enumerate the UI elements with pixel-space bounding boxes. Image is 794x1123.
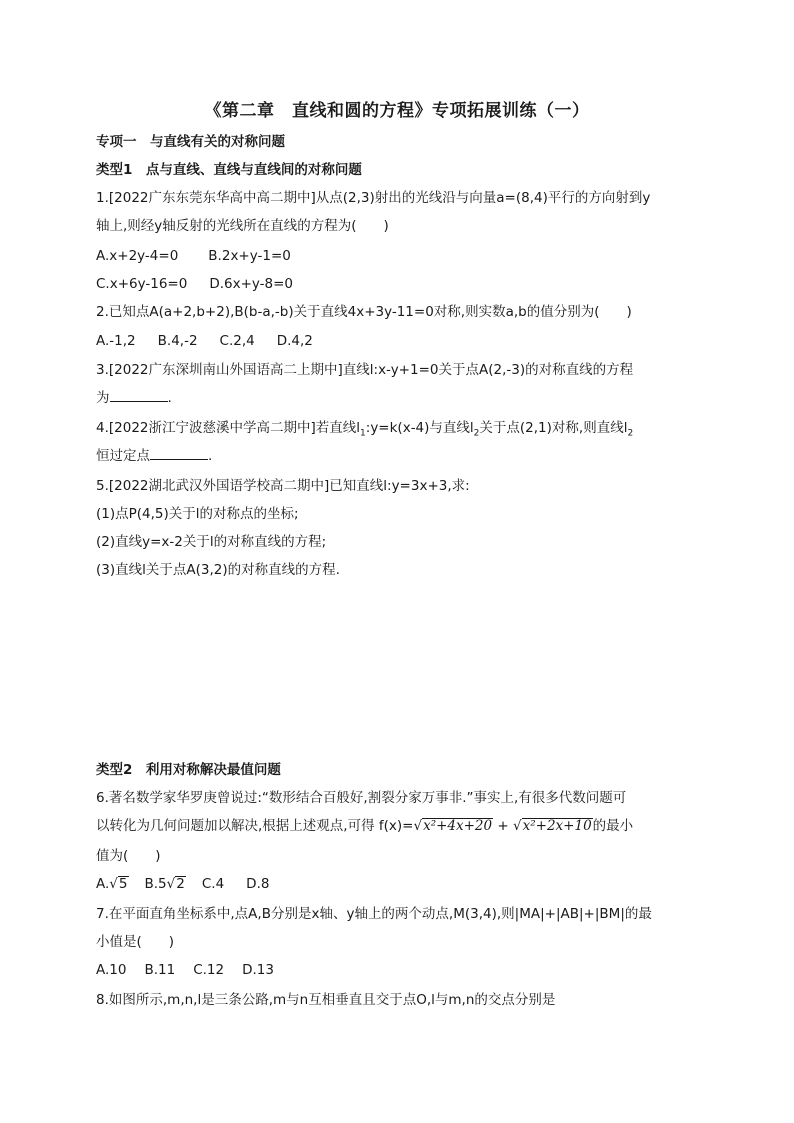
- q1-options-row2: [96, 274, 293, 294]
- q5-stem: 5.[2022湖北武汉外国语学校高二期中]已知直线l:y=3x+3,求:: [96, 478, 470, 494]
- sqrt-sign-icon: √: [166, 876, 176, 892]
- q3-stem-line1: 3.[2022广东深圳南山外国语高二上期中]直线l:x-y+1=0关于点A(2,-3)的对称直线的方程: [96, 362, 634, 378]
- type1-heading: 类型1 点与直线、直线与直线间的对称问题: [96, 162, 362, 178]
- q2-option-a: A.-1,2: [96, 333, 136, 349]
- sqrt-sign-icon: √: [413, 818, 423, 834]
- q6-options: [96, 874, 269, 894]
- q1-stem-line1: 1.[2022广东东莞东华高中高二期中]从点(2,3)射出的光线沿与向量a=(8,4)平行的方向射到y: [96, 190, 651, 206]
- q3-stem-line2: 为 .: [96, 390, 172, 406]
- q5-part1: (1)点P(4,5)关于l的对称点的坐标;: [96, 506, 299, 522]
- q2-option-d: D.4,2: [276, 333, 313, 349]
- q5-part2: (2)直线y=x-2关于l的对称直线的方程;: [96, 534, 327, 550]
- type2-heading: 类型2 利用对称解决最值问题: [96, 762, 281, 778]
- q6-option-d: D.8: [246, 876, 270, 892]
- q1-options-row1: [96, 246, 291, 266]
- page-title: 《第二章 直线和圆的方程》专项拓展训练（一）: [204, 101, 590, 121]
- q8-stem-line1: 8.如图所示,m,n,l是三条公路,m与n互相垂直且交于点O,l与m,n的交点分别是: [96, 992, 556, 1008]
- q6-option-b: B.5√2: [144, 876, 185, 892]
- q6-option-a: A.√5: [96, 876, 128, 892]
- q2-stem: 2.已知点A(a+2,b+2),B(b-a,-b)关于直线4x+3y-11=0对称,则实数a,b的值分别为( ): [96, 304, 632, 320]
- q2-option-b: B.4,-2: [157, 333, 198, 349]
- q1-stem-line2: 轴上,则经y轴反射的光线所在直线的方程为( ): [96, 218, 389, 234]
- q6-stem-line2: 以转化为几何问题加以解决,根据上述观点,可得 f(x)=√x²+4x+20 + √x²+2x+10的最小: [96, 818, 634, 834]
- q7-options: [96, 960, 274, 980]
- section-heading: 专项一 与直线有关的对称问题: [96, 134, 285, 150]
- q6-option-c: C.4: [201, 876, 225, 892]
- answer-blank: [110, 388, 168, 402]
- q5-part3: (3)直线l关于点A(3,2)的对称直线的方程.: [96, 562, 340, 578]
- sqrt-sign-icon: √: [513, 818, 522, 834]
- q1-option-c: C.x+6y-16=0: [96, 276, 188, 292]
- q7-option-c: C.12: [193, 962, 225, 978]
- q4-stem-line2: 恒过定点 .: [96, 448, 213, 464]
- radicand-1: x²+4x+20: [423, 818, 493, 834]
- q4-stem-line1: 4.[2022浙江宁波慈溪中学高二期中]若直线$l_1:y=k(x-4)$与直线$l_2$关于点(2,1)对称,则直线$l_2$: [96, 420, 634, 439]
- q1-option-b: B.2x+y-1=0: [208, 248, 291, 264]
- q6-stem-line3: 值为( ): [96, 848, 161, 864]
- answer-blank: [150, 446, 208, 460]
- q7-option-d: D.13: [242, 962, 274, 978]
- q2-option-c: C.2,4: [219, 333, 255, 349]
- q7-stem-line2: 小值是( ): [96, 934, 175, 950]
- q7-stem-line1: 7.在平面直角坐标系中,点A,B分别是x轴、y轴上的两个动点,M(3,4),则|MA|+|AB|+|BM|的最: [96, 906, 652, 922]
- q1-option-a: A.x+2y-4=0: [96, 248, 179, 264]
- q1-option-d: D.6x+y-8=0: [209, 276, 294, 292]
- radicand-2: x²+2x+10: [522, 818, 592, 834]
- sqrt-sign-icon: √: [109, 876, 118, 892]
- q2-options: [96, 331, 313, 351]
- q7-option-a: A.10: [96, 962, 127, 978]
- q6-stem-line1: 6.著名数学家华罗庚曾说过:“数形结合百般好,割裂分家万事非.”事实上,有很多代数问题可: [96, 790, 627, 806]
- q7-option-b: B.11: [144, 962, 176, 978]
